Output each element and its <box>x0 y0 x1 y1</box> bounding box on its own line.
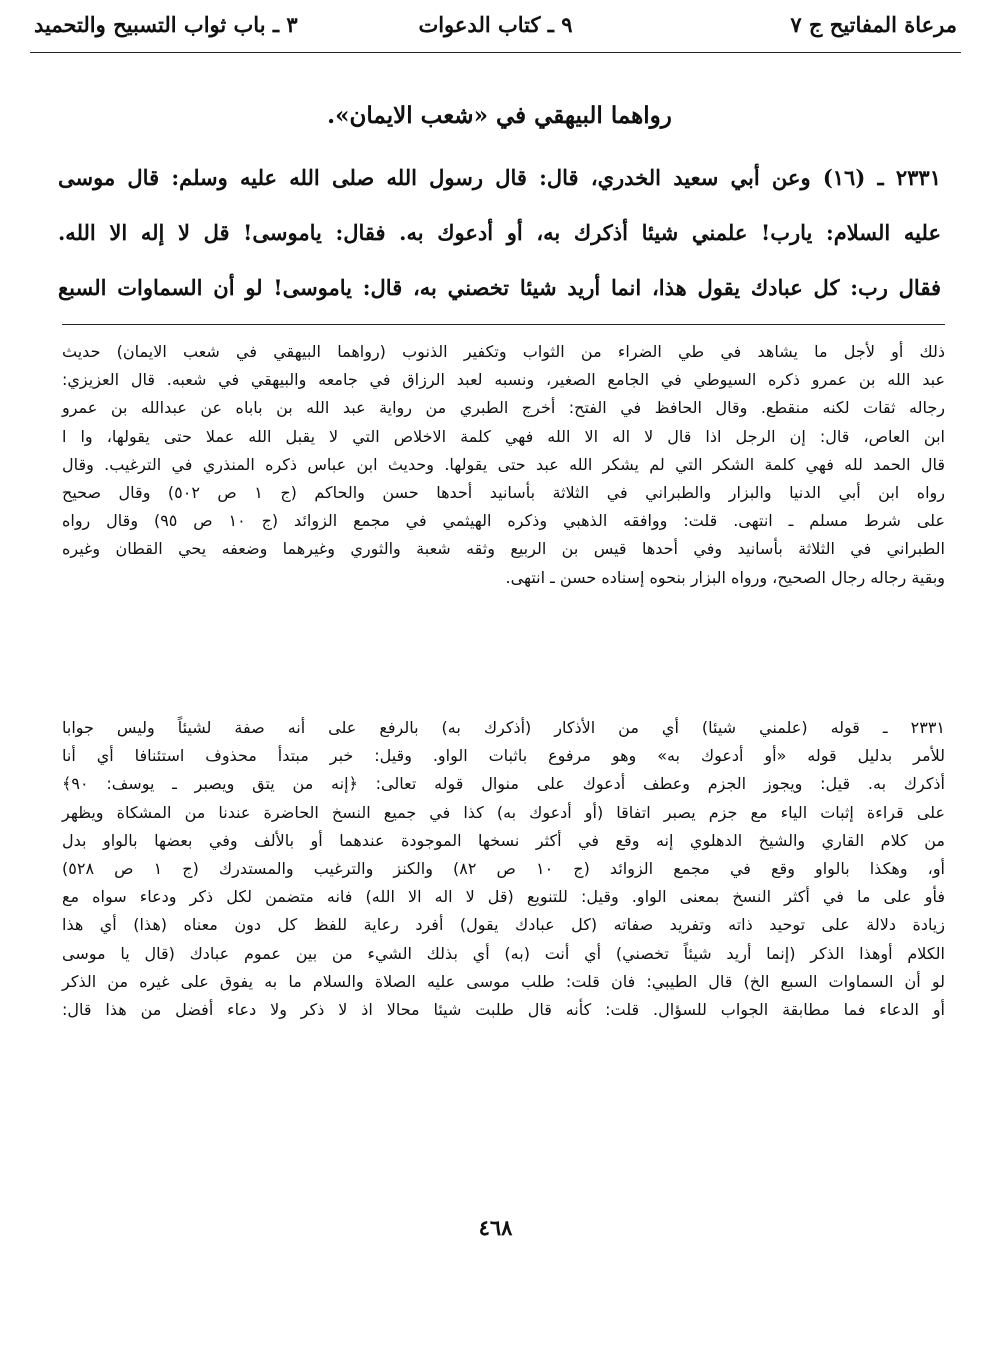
header-book-volume: مرعاة المفاتيح ج ٧ <box>790 12 957 37</box>
commentary-line: من كلام القاري والشيخ الدهلوي إنه وقع في أكثر نسخها الموجودة عندهما أو بالألف وفي بعضها بالواو بدل <box>62 830 945 850</box>
commentary-line: فأو على ما في أكثر النسخ بمعنى الواو. وقيل: للتنويع (قل لا اله الا الله) فانه متضمن لكل ذكر ودعاء سواه مع <box>62 887 945 907</box>
commentary-line: رجاله ثقات لكنه منقطع. وقال الحافظ في الفتح: أخرج الطبري من رواية عبد الله بن باباه عن عبدالله بن عمرو <box>62 398 945 418</box>
commentary-line: رواه ابن أبي الدنيا والبزار والطبراني في الثلاثة بأسانيد أحدها حسن والحاكم (ج ١ ص ٥٠٢) وقال صحيح <box>62 483 946 503</box>
hadith-text <box>58 150 941 315</box>
header-section: ٣ ـ باب ثواب التسبيح والتحميد <box>34 12 298 37</box>
commentary-line: ٢٣٣١ ـ قوله (علمني شيئا) أي من الأذكار (أذكرك به) بالرفع على أنه صفة لشيئاً وليس جوابا <box>62 718 945 737</box>
commentary-line: أو، وهكذا بالواو وقع في مجمع الزوائد (ج ١٠ ص ٨٢) والكنز والترغيب والمستدرك (ج ١ ص ٥٢٨) <box>62 859 946 879</box>
commentary-line: زيادة دلالة على توحيد ذاته وتفريد صفاته (كل عبادك يقول) أفرد رعاية للفظ كل دون معناه (هذا) أي هذا <box>62 915 945 935</box>
commentary-block-2331 <box>62 714 945 1024</box>
commentary-line: الطبراني في الثلاثة بأسانيد وفي أحدها قيس بن الربيع وثقه شعبة والثوري وغيرهما وضعفه يحي القطان وغيره <box>62 539 945 559</box>
commentary-line: قال الحمد لله فهي كلمة الشكر التي لم يشكر الله عبد حتى يقولها. وحديث ابن عباس ذكره المنذري في الترغيب. وقال <box>62 454 945 474</box>
commentary-line: على قراءة إثبات الياء مع جزم يصبر اتفاقا (أو أدعوك به) كذا في جميع النسخ الحاضرة عندنا من المشكاة ويظهر <box>62 802 945 822</box>
hadith-line: عليه السلام: يارب! علمني شيئا أذكرك به، أو أدعوك به. فقال: ياموسى! قل لا إله الا الله. <box>58 220 941 245</box>
commentary-line: ذلك أو لأجل ما يشاهد في طي الضراء من الثواب وتكفير الذنوب (رواهما البيهقي في شعب الايمان) حديث <box>62 342 945 361</box>
commentary-line: عبد الله بن عمرو ذكره السيوطي في الجامع الصغير، ونسبه لعبد الرزاق في جامعه والبيهقي في شعبه. قال العزيزي: <box>62 370 945 390</box>
commentary-line: الكلام أوهذا الذكر (إنما أريد شيئاً تخصني) أي أنت (به) أي بذلك الشيء من بين عموم عبادك (قال يا موسى <box>62 943 945 963</box>
running-header <box>34 12 957 46</box>
commentary-block-previous <box>62 338 945 592</box>
page-number: ٤٦٨ <box>478 1215 513 1240</box>
hadith-line: ٢٣٣١ ـ (١٦) وعن أبي سعيد الخدري، قال: قال رسول الله صلى الله عليه وسلم: قال موسى <box>58 165 941 190</box>
hadith-line: فقال رب: كل عبادك يقول هذا، انما أريد شيئا تخصني به، قال: ياموسى! لو أن السماوات السبع <box>58 275 941 300</box>
commentary-line: على شرط مسلم ـ انتهى. قلت: ووافقه الذهبي وذكره الهيثمي في مجمع الزوائد (ج ١٠ ص ٩٥) وقال رواه <box>62 511 946 531</box>
commentary-line: أذكرك به. قيل: ويجوز الجزم وعطف أدعوك على منوال قوله تعالى: ﴿إنه من يتق ويصبر ـ يوسف: ٩٠﴾ <box>62 774 945 794</box>
header-chapter: ٩ ـ كتاب الدعوات <box>418 12 573 37</box>
commentary-line: ابن العاص، قال: إن الرجل اذا قال لا اله الا الله فهي كلمة الاخلاص التي لا يقبل الله عملا حتى يقولها، وا ا <box>62 426 945 446</box>
commentary-line: أو الدعاء فما مطابقة الجواب للسؤال. قلت: كأنه قال طلبت شيئا محالا اذ لا ذكر ولا دعاء أفضل من هذا قال: <box>62 1000 945 1020</box>
commentary-line: للأمر بدليل قوله «أو أدعوك به» وهو مرفوع باثبات الواو. وقيل: خبر مبتدأ محذوف استئنافا أي أنا <box>62 746 945 766</box>
hadith-source-line: رواهما البيهقي في «شعب الايمان». <box>327 102 672 129</box>
commentary-line: وبقية رجاله رجال الصحيح، ورواه البزار بنحوه إسناده حسن ـ انتهى. <box>505 567 945 587</box>
commentary-line: لو أن السماوات السبع الخ) قال الطيبي: فان قلت: طلب موسى عليه الصلاة والسلام ما به يفوق على غيره من الذكر <box>62 971 945 991</box>
footnote-divider <box>62 324 945 325</box>
header-divider <box>30 52 961 53</box>
